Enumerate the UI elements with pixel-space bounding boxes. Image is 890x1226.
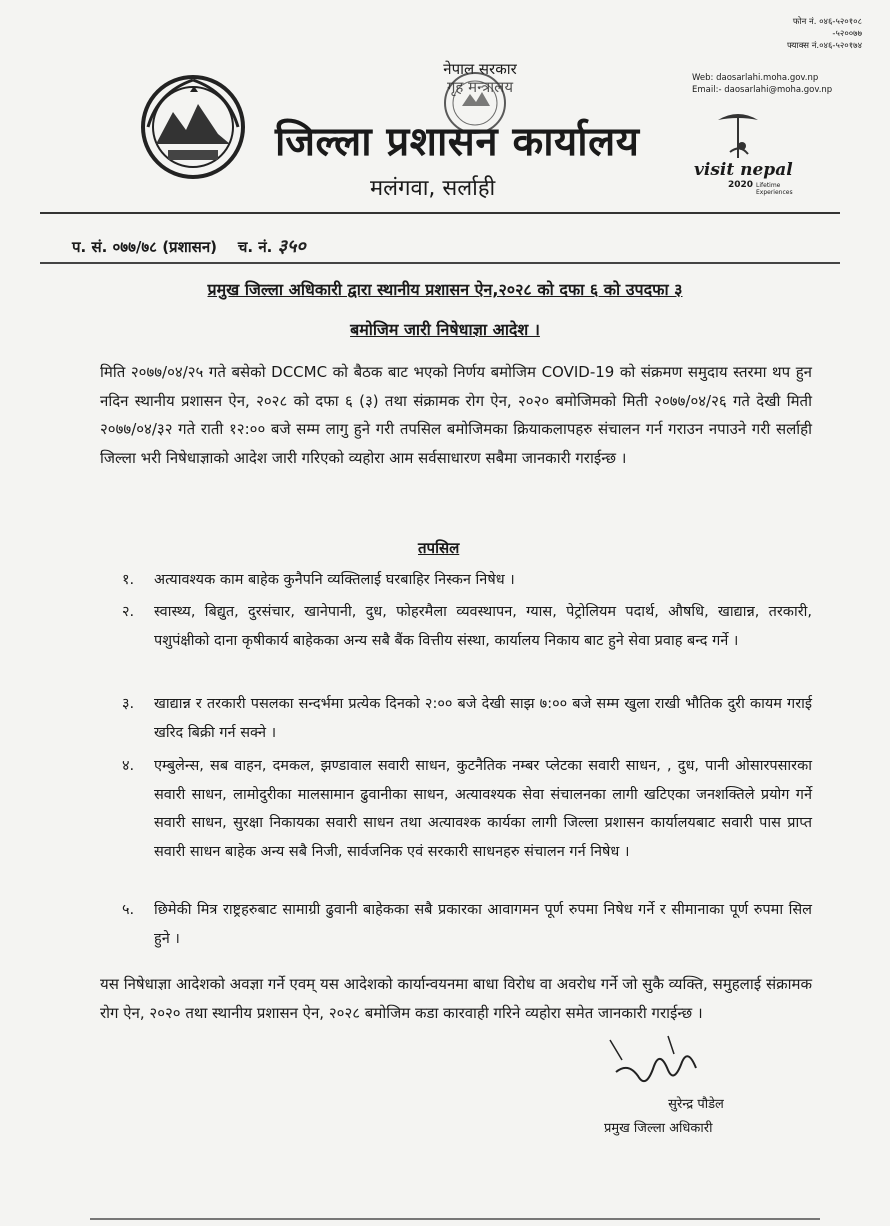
list-item: १. अत्यावश्यक काम बाहेक कुनैपनि व्यक्तिलाई घरबाहिर निस्कन निषेध ।	[122, 572, 515, 588]
government-name: नेपाल सरकार गृह मन्त्रालय	[443, 60, 517, 96]
visit-nepal-year: 2020	[728, 180, 754, 190]
phone-number: फोन नं. ०४६-५२०१०८	[792, 17, 862, 27]
signatory-title: प्रमुख जिल्ला अधिकारी	[604, 1121, 713, 1136]
letter-number: प. सं. ०७७/७८ (प्रशासन)	[72, 238, 217, 256]
office-title: जिल्ला प्रशासन कार्यालय	[275, 119, 640, 165]
subject-line-1: प्रमुख जिल्ला अधिकारी द्वारा स्थानीय प्रशासन ऐन,२०२८ को दफा ६ को उपदफा ३	[207, 280, 683, 299]
footer-divider	[90, 1218, 820, 1220]
closing-paragraph: यस निषेधाज्ञा आदेशको अवज्ञा गर्ने एवम् यस आदेशको कार्यान्वयनमा बाधा विरोध वा अवरोध गर्ने जो सुकै व्यक्ति, समुहलाई संक्रामक रोग ऐन, २०२० तथा स्थानीय प्रशासन ऐन, २०२८ बमोजिम कडा कारवाही गरिने व्यहोरा समेत जानकारी गराईन्छ ।	[100, 975, 812, 1022]
signatory-name: सुरेन्द्र पौडेल	[668, 1097, 724, 1112]
website: Web: daosarlahi.moha.gov.np	[692, 73, 819, 83]
dispatch-number: ३५०	[277, 236, 306, 257]
list-item: ३. खाद्यान्न र तरकारी पसलका सन्दर्भमा प्रत्येक दिनको २:०० बजे देखी साझ ७:०० बजे सम्म खुला राखी भौतिक दुरी कायम गराई खरिद बिक्री गर्न सक्ने ।	[122, 696, 812, 741]
list-heading: तपसिल	[418, 539, 460, 557]
subject-line-2: बमोजिम जारी निषेधाज्ञा आदेश ।	[350, 320, 540, 339]
visit-nepal-tagline: Lifetime Experiences	[756, 182, 793, 196]
dispatch-label: च. नं.	[237, 238, 273, 256]
fax-number: फ्याक्स नं.०४६-५२०१७४	[786, 41, 862, 51]
nepal-emblem-icon	[138, 72, 248, 182]
list-item: ४. एम्बुलेन्स, सब वाहन, दमकल, झण्डावाल सवारी साधन, कुटनैतिक नम्बर प्लेटका सवारी साधन, , दुध, पानी ओसारपसारका सवारी साधन, लामोदुरीका मालसामान ढुवानीका साधन, अत्यावश्यक सेवा संचालनका लागी खटिएका जनशक्तिले प्रयोग गर्ने सवारी साधन, सुरक्षा निकायका सवारी साधन तथा अत्यावश्क कार्यका लागी जिल्ला प्रशासन कार्यालयबाट सवारी पास प्राप्त सवारी साधन बाहेक अन्य सबै निजी, सार्वजनिक एवं सरकारी साधनहरु संचालन गर्न निषेध ।	[122, 758, 812, 860]
visit-nepal-logo	[690, 108, 840, 198]
phone-number-2: -५२००७७	[832, 29, 862, 39]
list-item: ५. छिमेकी मित्र राष्ट्रहरुबाट सामाग्री ढुवानी बाहेकका सबै प्रकारका आवागमन पूर्ण रुपमा निषेध गर्ने र सीमानाका पूर्ण रुपमा सिल हुने ।	[122, 902, 812, 947]
reference-line	[72, 234, 306, 258]
header-divider	[40, 212, 840, 214]
contact-phone-block	[692, 16, 862, 52]
email: Email:- daosarlahi@moha.gov.np	[692, 85, 833, 95]
signature-scribble-icon	[608, 1032, 728, 1102]
intro-paragraph: मिति २०७७/०४/२५ गते बसेको DCCMC को बैठक बाट भएको निर्णय बमोजिम COVID-19 को संक्रमण समुदाय स्तरमा थप हुन नदिन स्थानीय प्रशासन ऐन, २०२८ को दफा ६ (३) तथा संक्रामक रोग ऐन, २०२० बमोजिमको मिती २०७७/०४/२६ गते देखी मिती २०७७/०४/३२ गते राती १२:०० बजे सम्म लागु हुने गरी तपसिल बमोजिमका क्रियाकलापहरु संचालन गर्न गराउन नपाउने गरी सर्लाही जिल्ला भरी निषेधाज्ञाको आदेश जारी गरिएको व्यहोरा आम सर्वसाधारण सबैमा जानकारी गराईन्छ ।	[100, 363, 812, 467]
visit-nepal-text: visit nepal	[694, 160, 793, 180]
contact-web-block	[692, 72, 862, 96]
office-location: मलंगवा, सर्लाही	[370, 176, 496, 201]
reference-divider	[40, 262, 840, 264]
list-item: २. स्वास्थ्य, बिद्युत, दुरसंचार, खानेपानी, दुध, फोहरमैला व्यवस्थापन, ग्यास, पेट्रोलियम पदार्थ, औषधि, खाद्यान्न, तरकारी, पशुपंक्षीको दाना कृषीकार्य बाहेकका अन्य सबै बैंक वित्तीय संस्था, कार्यालय निकाय बाट हुने सेवा प्रवाह बन्द गर्ने ।	[122, 604, 812, 649]
